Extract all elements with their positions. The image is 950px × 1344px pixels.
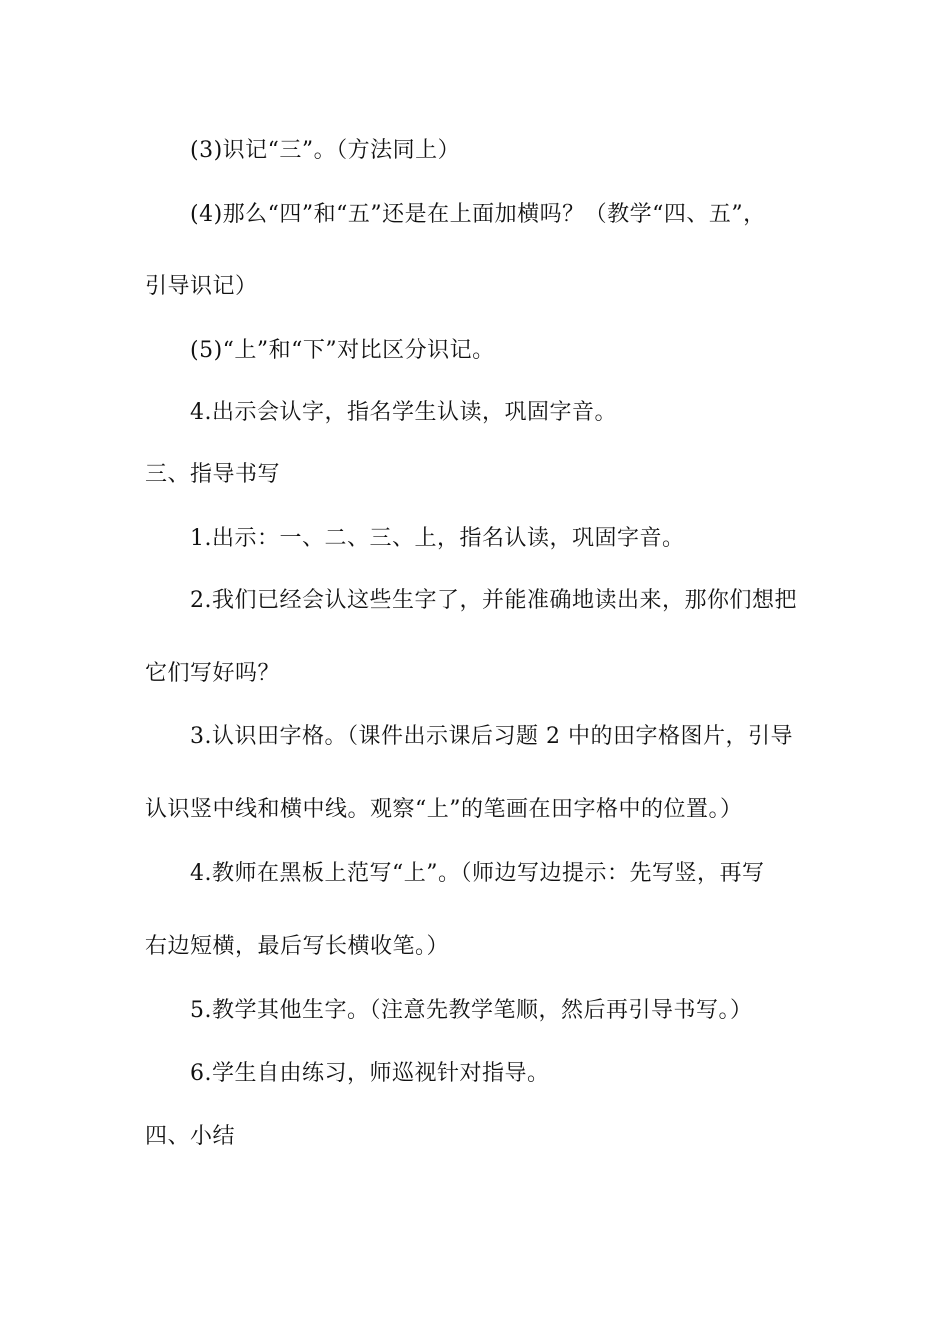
paragraph-line: (4)那么“四”和“五”还是在上面加横吗？（教学“四、五”，	[190, 202, 766, 227]
paragraph-line: 5.教学其他生字。（注意先教学笔顺，然后再引导书写。）	[190, 998, 753, 1023]
section-heading: 三、指导书写	[145, 462, 281, 487]
paragraph-line: (3)识记“三”。（方法同上）	[190, 138, 461, 163]
paragraph-line: 2.我们已经会认这些生字了，并能准确地读出来，那你们想把	[190, 588, 797, 613]
paragraph-line: 它们写好吗？	[145, 661, 281, 686]
paragraph-line: 4.教师在黑板上范写“上”。（师边写边提示：先写竖，再写	[190, 861, 765, 886]
paragraph-line: 认识竖中线和横中线。观察“上”的笔画在田字格中的位置。）	[145, 797, 743, 822]
paragraph-line: 引导识记）	[145, 274, 258, 299]
paragraph-line: 3.认识田字格。（课件出示课后习题 2 中的田字格图片，引导	[190, 724, 793, 749]
paragraph-line: 6.学生自由练习，师巡视针对指导。	[190, 1061, 550, 1086]
paragraph-line: 4.出示会认字，指名学生认读，巩固字音。	[190, 400, 617, 425]
paragraph-line: 1.出示：一、二、三、上，指名认读，巩固字音。	[190, 526, 685, 551]
paragraph-line: (5)“上”和“下”对比区分识记。	[190, 338, 495, 363]
section-heading: 四、小结	[145, 1124, 236, 1149]
paragraph-line: 右边短横，最后写长横收笔。）	[145, 934, 450, 959]
